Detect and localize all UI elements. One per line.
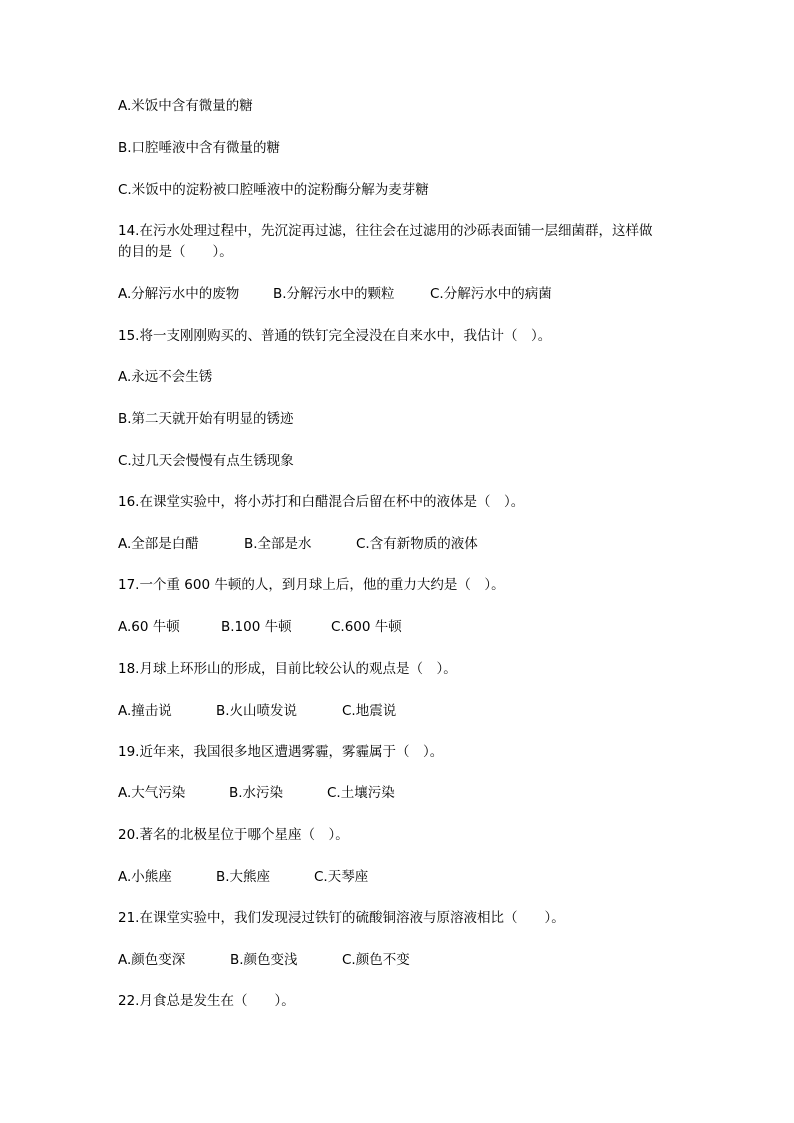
option-b: B.水污染 [229,785,284,801]
question-14-line-2: 的目的是（ ）。 [118,244,233,260]
question-16-options [118,534,678,554]
question-15: 15.将一支刚刚购买的、普通的铁钉完全浸没在自来水中，我估计（ ）。 [118,328,552,344]
question-21: 21.在课堂实验中，我们发现浸过铁钉的硫酸铜溶液与原溶液相比（ ）。 [118,910,565,926]
option-c: C.天琴座 [314,869,369,885]
option-text: B.第二天就开始有明显的锈迹 [118,411,294,427]
question-17-options [118,617,678,637]
question-14-line-1: 14.在污水处理过程中，先沉淀再过滤，往往会在过滤用的沙砾表面铺一层细菌群，这样做 [118,223,653,239]
question-20-options [118,867,678,887]
option-b: B.全部是水 [244,536,312,552]
option-b: B.分解污水中的颗粒 [273,286,395,302]
option-a: A.小熊座 [118,869,172,885]
option-b: B.100 牛顿 [221,619,292,635]
option-c: C.土壤污染 [327,785,395,801]
option-a: A.撞击说 [118,703,172,719]
option-a: A.大气污染 [118,785,186,801]
option-c: C.600 牛顿 [331,619,402,635]
option-a: A.颜色变深 [118,952,186,968]
option-c: C.含有新物质的液体 [356,536,478,552]
option-b: B.火山喷发说 [216,703,298,719]
option-a: A.分解污水中的废物 [118,286,240,302]
option-c: C.颜色不变 [342,952,410,968]
question-14-options [118,284,678,304]
option-text: A.米饭中含有微量的糖 [118,98,253,114]
option-text: A.永远不会生锈 [118,369,213,385]
question-18: 18.月球上环形山的形成，目前比较公认的观点是（ ）。 [118,661,457,677]
option-c: C.地震说 [342,703,397,719]
question-17: 17.一个重 600 牛顿的人，到月球上后，他的重力大约是（ ）。 [118,577,505,593]
option-text: C.米饭中的淀粉被口腔唾液中的淀粉酶分解为麦芽糖 [118,182,429,198]
question-19: 19.近年来，我国很多地区遭遇雾霾，雾霾属于（ ）。 [118,744,444,760]
question-21-options [118,950,678,970]
question-18-options [118,701,678,721]
question-19-options [118,783,678,803]
question-22: 22.月食总是发生在（ ）。 [118,993,295,1009]
option-text: B.口腔唾液中含有微量的糖 [118,140,281,156]
option-b: B.大熊座 [216,869,271,885]
option-text: C.过几天会慢慢有点生锈现象 [118,453,294,469]
option-b: B.颜色变浅 [230,952,298,968]
question-20: 20.著名的北极星位于哪个星座（ ）。 [118,827,349,843]
option-a: A.全部是白醋 [118,536,199,552]
option-c: C.分解污水中的病菌 [430,286,552,302]
question-16: 16.在课堂实验中，将小苏打和白醋混合后留在杯中的液体是（ ）。 [118,494,525,510]
option-a: A.60 牛顿 [118,619,180,635]
